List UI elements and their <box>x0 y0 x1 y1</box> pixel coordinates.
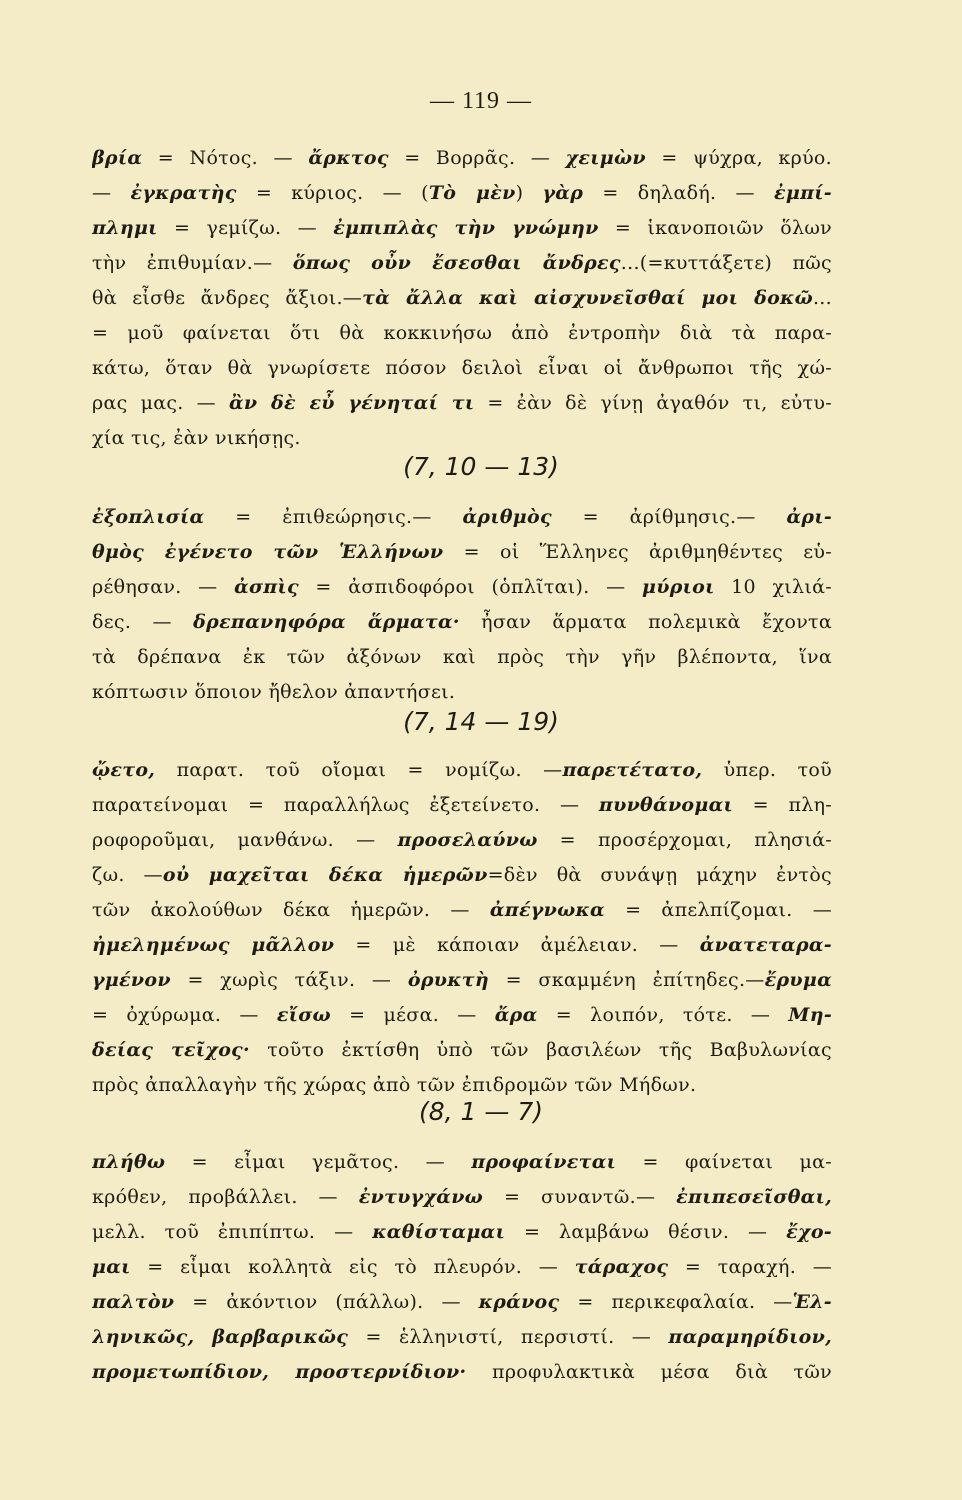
section-heading: (8, 1 — 7) <box>418 1097 543 1126</box>
headword: ἀριθμὸς <box>462 506 552 528</box>
headword: ἠμελημένως μᾶλλον <box>92 934 335 956</box>
headword: Μη- <box>788 1004 832 1026</box>
headword: πυνθάνομαι <box>598 794 734 816</box>
headword: μαι <box>92 1256 131 1278</box>
text-line: ἠμελημένως μᾶλλον = μὲ κάποιαν ἀμέλειαν. — ἀνατεταρα- <box>92 934 832 956</box>
headword: μύριοι <box>642 576 715 598</box>
headword: ἀσπὶς <box>234 576 299 598</box>
text-line: πλημι = γεμίζω. — ἐμπιπλὰς τὴν γνώμην = ἱκανοποιῶν ὅλων <box>92 217 832 239</box>
headword: γὰρ <box>542 182 584 204</box>
headword: παραμηρίδιον, <box>668 1326 832 1348</box>
headword: οὐ μαχεῖται δέκα ἡμερῶν <box>162 864 488 886</box>
text-line: τὴν ἐπιθυμίαν.— ὅπως οὖν ἔσεσθαι ἄνδρες...(=κυττάξετε) πῶς <box>92 252 832 274</box>
headword: κράνος <box>478 1291 560 1313</box>
headword: προφαίνεται <box>471 1151 617 1173</box>
text-line: ἐξοπλισία = ἐπιθεώρησις.— ἀριθμὸς = ἀρίθμησις.— ἀρι- <box>92 506 832 528</box>
text-line: θὰ εἶσθε ἄνδρες ἄξιοι.—τὰ ἄλλα καὶ αἰσχυνεῖσθαί μοι δοκῶ... <box>92 287 832 309</box>
headword: θμὸς ἐγένετο τῶν Ἑλλήνων <box>92 541 444 563</box>
text-line: = μοῦ φαίνεται ὅτι θὰ κοκκινήσω ἀπὸ ἐντροπὴν διὰ τὰ παρα- <box>92 322 832 344</box>
text-line: κρόθεν, προβάλλει. — ἐντυγχάνω = συναντῶ.— ἐπιπεσεῖσθαι, <box>92 1186 832 1208</box>
section-heading: (7, 14 — 19) <box>403 707 559 736</box>
section-intro <box>92 141 832 456</box>
text-line: ᾤετο, παρατ. τοῦ οἴομαι = νομίζω. —παρετέτατο, ὑπερ. τοῦ <box>92 759 832 781</box>
text-line: μαι = εἶμαι κολλητὰ εἰς τὸ πλευρόν. — τάραχος = ταραχή. — <box>92 1256 832 1278</box>
text-line: ρέθησαν. — ἀσπὶς = ἀσπιδοφόροι (ὁπλῖται). — μύριοι 10 χιλιά- <box>92 576 832 598</box>
headword: Τὸ μὲν <box>428 182 516 204</box>
text-line: προμετωπίδιον, προστερνίδιον· προφυλακτικὰ μέσα διὰ τῶν <box>92 1361 832 1383</box>
text-line: πλήθω = εἶμαι γεμᾶτος. — προφαίνεται = φαίνεται μα- <box>92 1151 832 1173</box>
section-heading: (7, 10 — 13) <box>403 452 559 481</box>
headword: ληνικῶς, βαρβαρικῶς <box>92 1326 349 1348</box>
headword: δείας τεῖχος· <box>92 1039 250 1061</box>
section-7-10-13 <box>92 500 832 710</box>
headword: προμετωπίδιον, προστερνίδιον· <box>92 1361 467 1383</box>
headword: ἔρυμα <box>764 969 832 991</box>
headword: ἄρα <box>494 1004 538 1026</box>
text-line: μελλ. τοῦ ἐπιπίπτω. — καθίσταμαι = λαμβάνω θέσιν. — ἔχο- <box>92 1221 832 1243</box>
headword: ὅπως οὖν ἔσεσθαι ἄνδρες <box>292 252 621 274</box>
headword: ἀνατεταρα- <box>699 934 832 956</box>
headword: εἴσω <box>276 1004 331 1026</box>
text-line: δείας τεῖχος· τοῦτο ἐκτίσθη ὑπὸ τῶν βασιλέων τῆς Βαβυλωνίας <box>92 1039 832 1061</box>
headword: πλημι <box>92 217 158 239</box>
text-line: πρὸς ἀπαλλαγὴν τῆς χώρας ἀπὸ τῶν ἐπιδρομῶν τῶν Μήδων. <box>92 1074 697 1096</box>
headword: Ἑλ- <box>792 1291 832 1313</box>
headword: πλήθω <box>92 1151 166 1173</box>
headword: ὀρυκτὴ <box>407 969 489 991</box>
headword: παρετέτατο, <box>562 759 703 781</box>
text-line: ροφοροῦμαι, μανθάνω. — προσελαύνω = προσέρχομαι, πλησιά- <box>92 829 832 851</box>
section-8-1-7 <box>92 1145 832 1390</box>
headword: χειμὼν <box>565 147 646 169</box>
headword: ἐμπιπλὰς τὴν γνώμην <box>333 217 599 239</box>
text-line: τὰ δρέπανα ἐκ τῶν ἀξόνων καὶ πρὸς τὴν γῆν βλέποντα, ἵνα <box>92 646 832 668</box>
text-line: ζω. —οὐ μαχεῖται δέκα ἡμερῶν=δὲν θὰ συνάψῃ μάχην ἐντὸς <box>92 864 832 886</box>
headword: ἐντυγχάνω <box>358 1186 484 1208</box>
page-number: — 119 — <box>429 88 533 114</box>
headword: ἄρκτος <box>308 147 389 169</box>
headword: προσελαύνω <box>397 829 538 851</box>
section-7-14-19 <box>92 753 832 1103</box>
headword: καθίσταμαι <box>372 1221 506 1243</box>
text-line: θμὸς ἐγένετο τῶν Ἑλλήνων = οἱ Ἕλληνες ἀριθμηθέντες εὑ- <box>92 541 832 563</box>
headword: τάραχος <box>574 1256 669 1278</box>
text-line: — ἐγκρατὴς = κύριος. — (Τὸ μὲν) γὰρ = δηλαδή. — ἐμπί- <box>92 182 832 204</box>
headword: ἐγκρατὴς <box>130 182 237 204</box>
text-line: γμένον = χωρὶς τάξιν. — ὀρυκτὴ = σκαμμένη ἐπίτηδες.—ἔρυμα <box>92 969 832 991</box>
headword: ἀπέγνωκα <box>489 899 605 921</box>
headword: δρεπανηφόρα ἅρματα· <box>193 611 460 633</box>
text-line: κάτω, ὅταν θὰ γνωρίσετε πόσον δειλοὶ εἶναι οἱ ἄνθρωποι τῆς χώ- <box>92 357 832 379</box>
text-line: χία τις, ἐὰν νικήσῃς. <box>92 427 301 449</box>
text-line: τῶν ἀκολούθων δέκα ἡμερῶν. — ἀπέγνωκα = ἀπελπίζομαι. — <box>92 899 832 921</box>
headword: βρία <box>92 147 143 169</box>
text-line: δες. — δρεπανηφόρα ἅρματα· ἦσαν ἅρματα πολεμικὰ ἔχοντα <box>92 611 832 633</box>
text-line: κόπτωσιν ὅποιον ἤθελον ἀπαντήσει. <box>92 681 456 703</box>
text-line: παλτὸν = ἀκόντιον (πάλλω). — κράνος = περικεφαλαία. —Ἑλ- <box>92 1291 832 1313</box>
headword: ἔχο- <box>786 1221 832 1243</box>
text-line: βρία = Νότος. — ἄρκτος = Βορρᾶς. — χειμὼν = ψύχρα, κρύο. <box>92 147 832 169</box>
text-line: ρας μας. — ἂν δὲ εὖ γένηταί τι = ἐὰν δὲ γίνῃ ἀγαθόν τι, εὐτυ- <box>92 392 832 414</box>
headword: ἐμπί- <box>774 182 832 204</box>
headword: ἂν δὲ εὖ γένηταί τι <box>229 392 475 414</box>
headword: παλτὸν <box>92 1291 175 1313</box>
headword: ᾤετο, <box>92 759 156 781</box>
text-line: ληνικῶς, βαρβαρικῶς = ἑλληνιστί, περσιστί. — παραμηρίδιον, <box>92 1326 832 1348</box>
text-line: παρατείνομαι = παραλλήλως ἐξετείνετο. — πυνθάνομαι = πλη- <box>92 794 832 816</box>
headword: ἐπιπεσεῖσθαι, <box>676 1186 832 1208</box>
headword: γμένον <box>92 969 171 991</box>
text-line: = ὀχύρωμα. — εἴσω = μέσα. — ἄρα = λοιπόν, τότε. — Μη- <box>92 1004 832 1026</box>
headword: τὰ ἄλλα καὶ αἰσχυνεῖσθαί μοι δοκῶ <box>362 287 813 309</box>
headword: ἐξοπλισία <box>92 506 205 528</box>
headword: ἀρι- <box>786 506 832 528</box>
